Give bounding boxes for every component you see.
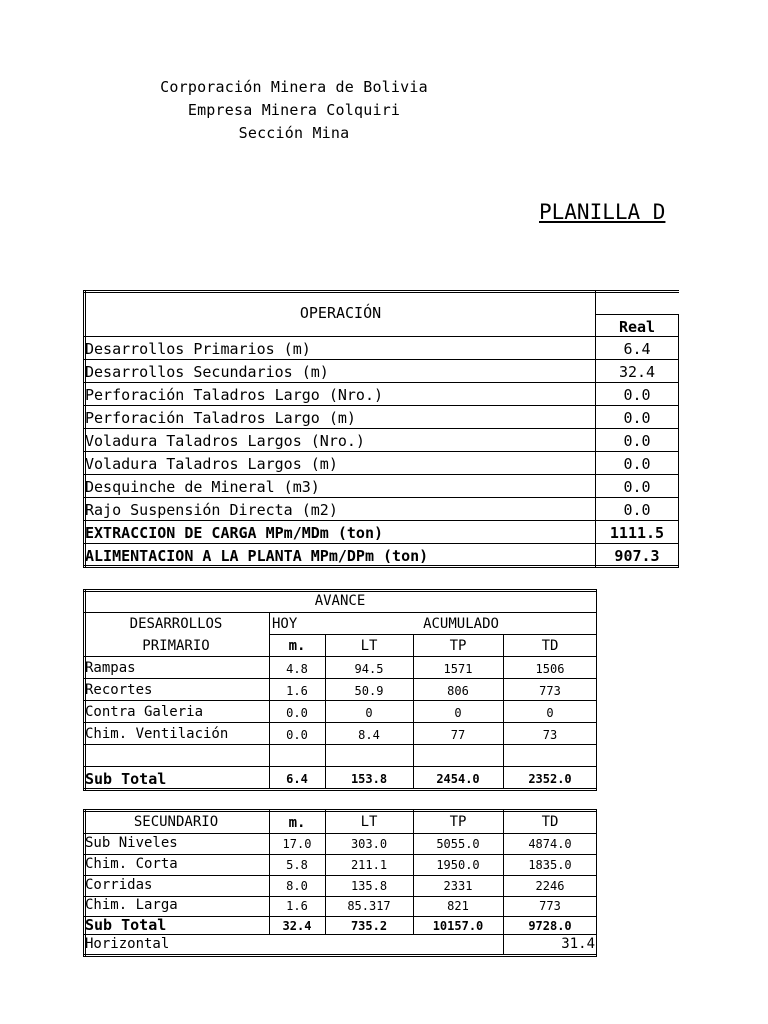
subtotal-m: 6.4 <box>286 772 308 786</box>
plant-feed-value: 907.3 <box>614 547 660 565</box>
horizontal-value: 31.4 <box>561 936 595 952</box>
primary-developments-table <box>83 589 597 791</box>
col-m-header: m. <box>288 638 306 654</box>
operation-label: Perforación Taladros Largo (Nro.) <box>85 386 384 404</box>
operation-value: 0.0 <box>623 432 651 450</box>
subtotal-m: 32.4 <box>282 919 312 933</box>
col-tp-header: TP <box>449 814 467 830</box>
plant-feed-label: ALIMENTACION A LA PLANTA MPm/DPm (ton) <box>85 547 429 565</box>
row-m: 0.0 <box>286 728 308 742</box>
operation-label: Perforación Taladros Largo (m) <box>85 409 356 427</box>
row-tp: 806 <box>447 684 469 698</box>
row-lt: 211.1 <box>350 858 388 872</box>
company-section: Sección Mina <box>238 124 350 142</box>
operation-label: Desquinche de Mineral (m3) <box>85 478 320 496</box>
row-m: 8.0 <box>286 879 308 893</box>
secundario-header: SECUNDARIO <box>133 814 219 830</box>
operation-value: 0.0 <box>623 501 651 519</box>
row-tp: 2331 <box>443 879 473 893</box>
row-m: 1.6 <box>286 684 308 698</box>
operation-label: Voladura Taladros Largos (m) <box>85 455 338 473</box>
operations-table <box>83 290 679 568</box>
desarrollos-header: DESARROLLOS <box>129 616 223 632</box>
secondary-developments-table <box>83 809 597 957</box>
avance-header: AVANCE <box>314 593 366 609</box>
row-label: Recortes <box>85 682 153 698</box>
row-td: 0 <box>546 706 554 720</box>
subtotal-td: 2352.0 <box>528 772 572 786</box>
row-label: Chim. Corta <box>85 856 178 872</box>
subtotal-tp: 2454.0 <box>436 772 480 786</box>
row-label: Chim. Ventilación <box>85 726 229 742</box>
real-column-header: Real <box>618 318 656 336</box>
col-lt-header: LT <box>360 814 378 830</box>
operation-label: Voladura Taladros Largos (Nro.) <box>85 432 365 450</box>
operation-label: Desarrollos Primarios (m) <box>85 340 311 358</box>
row-m: 4.8 <box>286 662 308 676</box>
row-label: Corridas <box>85 877 153 893</box>
operation-column-header: OPERACIÓN <box>299 304 382 322</box>
row-label: Contra Galeria <box>85 704 204 720</box>
col-lt-header: LT <box>360 638 378 654</box>
operation-value: 6.4 <box>623 340 651 358</box>
row-m: 0.0 <box>286 706 308 720</box>
extraction-label: EXTRACCION DE CARGA MPm/MDm (ton) <box>85 524 384 542</box>
horizontal-label: Horizontal <box>85 936 170 952</box>
operation-label: Desarrollos Secundarios (m) <box>85 363 329 381</box>
row-m: 17.0 <box>282 837 312 851</box>
row-tp: 77 <box>450 728 466 742</box>
row-lt: 0 <box>365 706 373 720</box>
page-title: PLANILLA D <box>539 200 666 224</box>
row-td: 1835.0 <box>528 858 572 872</box>
row-tp: 1571 <box>443 662 473 676</box>
subtotal-lt: 153.8 <box>350 772 388 786</box>
row-tp: 0 <box>454 706 462 720</box>
row-m: 1.6 <box>286 899 308 913</box>
row-label: Rampas <box>85 660 136 676</box>
row-td: 2246 <box>535 879 565 893</box>
row-lt: 94.5 <box>354 662 384 676</box>
company-subsidiary: Empresa Minera Colquiri <box>187 101 401 119</box>
acumulado-header: ACUMULADO <box>423 616 499 632</box>
row-lt: 50.9 <box>354 684 384 698</box>
row-label: Sub Niveles <box>85 835 178 851</box>
hoy-header: HOY <box>272 616 298 632</box>
row-tp: 5055.0 <box>436 837 480 851</box>
row-td: 773 <box>539 684 561 698</box>
operation-label: Rajo Suspensión Directa (m2) <box>85 501 338 519</box>
row-td: 1506 <box>535 662 565 676</box>
row-td: 73 <box>542 728 558 742</box>
col-tp-header: TP <box>449 638 467 654</box>
col-td-header: TD <box>541 638 559 654</box>
subtotal-label: Sub Total <box>85 916 167 934</box>
subtotal-td: 9728.0 <box>528 919 572 933</box>
subtotal-lt: 735.2 <box>350 919 388 933</box>
row-label: Chim. Larga <box>85 897 178 913</box>
operation-value: 0.0 <box>623 409 651 427</box>
row-lt: 303.0 <box>350 837 388 851</box>
row-lt: 85.317 <box>347 899 391 913</box>
row-lt: 135.8 <box>350 879 388 893</box>
company-name: Corporación Minera de Bolivia <box>160 78 428 96</box>
col-td-header: TD <box>541 814 559 830</box>
primario-header: PRIMARIO <box>142 638 210 654</box>
operation-value: 0.0 <box>623 455 651 473</box>
extraction-value: 1111.5 <box>609 524 665 542</box>
operation-value: 0.0 <box>623 478 651 496</box>
row-lt: 8.4 <box>358 728 380 742</box>
operation-value: 0.0 <box>623 386 651 404</box>
row-tp: 821 <box>447 899 469 913</box>
row-m: 5.8 <box>286 858 308 872</box>
row-td: 4874.0 <box>528 837 572 851</box>
row-tp: 1950.0 <box>436 858 480 872</box>
row-td: 773 <box>539 899 561 913</box>
subtotal-label: Sub Total <box>85 770 167 788</box>
subtotal-tp: 10157.0 <box>432 919 484 933</box>
col-m-header: m. <box>288 815 306 831</box>
operation-value: 32.4 <box>618 363 656 381</box>
